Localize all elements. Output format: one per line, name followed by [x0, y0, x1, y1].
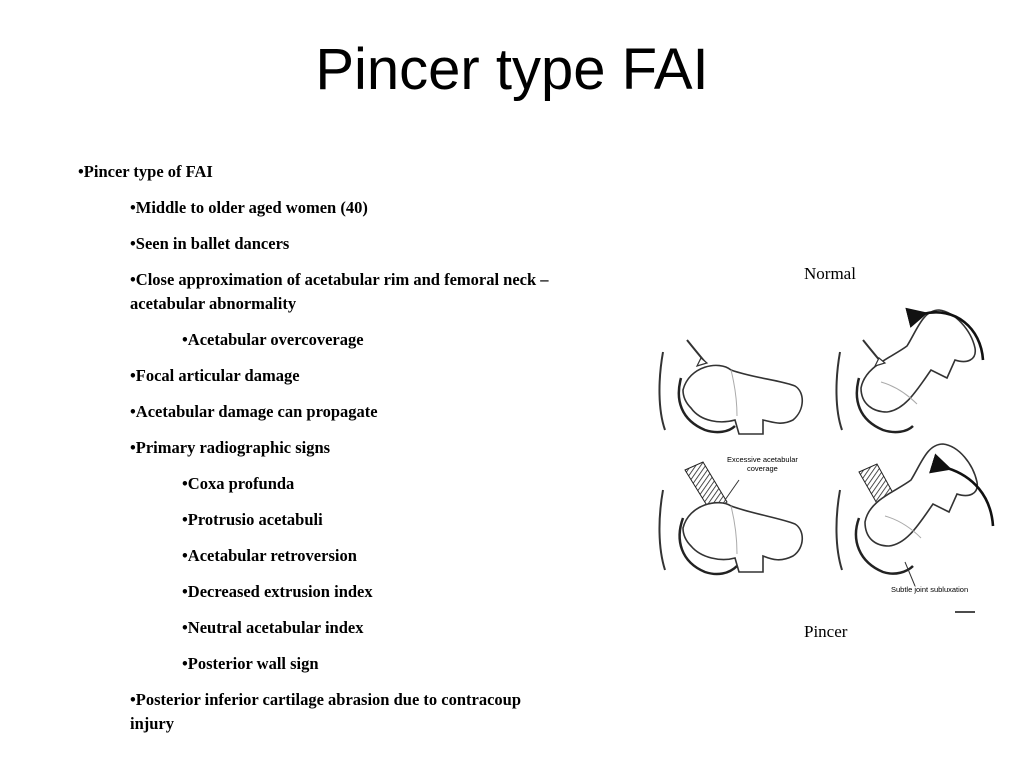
bullet-item: •Acetabular retroversion	[182, 546, 357, 565]
bullet-item: •Acetabular damage can propagate	[130, 402, 378, 421]
normal-flexed-hip	[836, 310, 983, 432]
bullet-item: •Seen in ballet dancers	[130, 234, 290, 253]
bullet-item: •Posterior wall sign	[182, 654, 319, 673]
pincer-flexed-hip	[836, 444, 993, 612]
caption-pincer: Pincer	[804, 622, 848, 641]
bullet-item: •Neutral acetabular index	[182, 618, 364, 637]
bullet-item: •Middle to older aged women (40)	[130, 198, 368, 217]
bullet-item: •Protrusio acetabuli	[182, 510, 323, 529]
normal-neutral-hip	[659, 340, 802, 434]
hip-diagram	[655, 300, 1005, 620]
bullet-item: •Decreased extrusion index	[182, 582, 373, 601]
pincer-neutral-hip	[659, 455, 802, 574]
bullet-item: •Focal articular damage	[130, 366, 300, 385]
bullet-item: •Close approximation of acetabular rim and femoral neck – acetabular abnormality	[130, 270, 549, 313]
bullet-item: •Posterior inferior cartilage abrasion due to contracoup injury	[130, 690, 522, 733]
label-subtle-subluxation: Subtle joint subluxation	[891, 585, 969, 594]
label-excessive-coverage-1: Excessive acetabular	[727, 455, 798, 464]
caption-normal: Normal	[804, 264, 856, 283]
label-excessive-coverage-2: coverage	[747, 464, 778, 473]
hip-diagram-svg	[655, 300, 1005, 620]
bullet-item: •Acetabular overcoverage	[182, 330, 364, 349]
bullet-item: •Primary radiographic signs	[130, 438, 331, 457]
bullet-item: •Coxa profunda	[182, 474, 295, 493]
slide-title: Pincer type FAI	[315, 37, 709, 102]
bullet-item: •Pincer type of FAI	[78, 162, 213, 181]
